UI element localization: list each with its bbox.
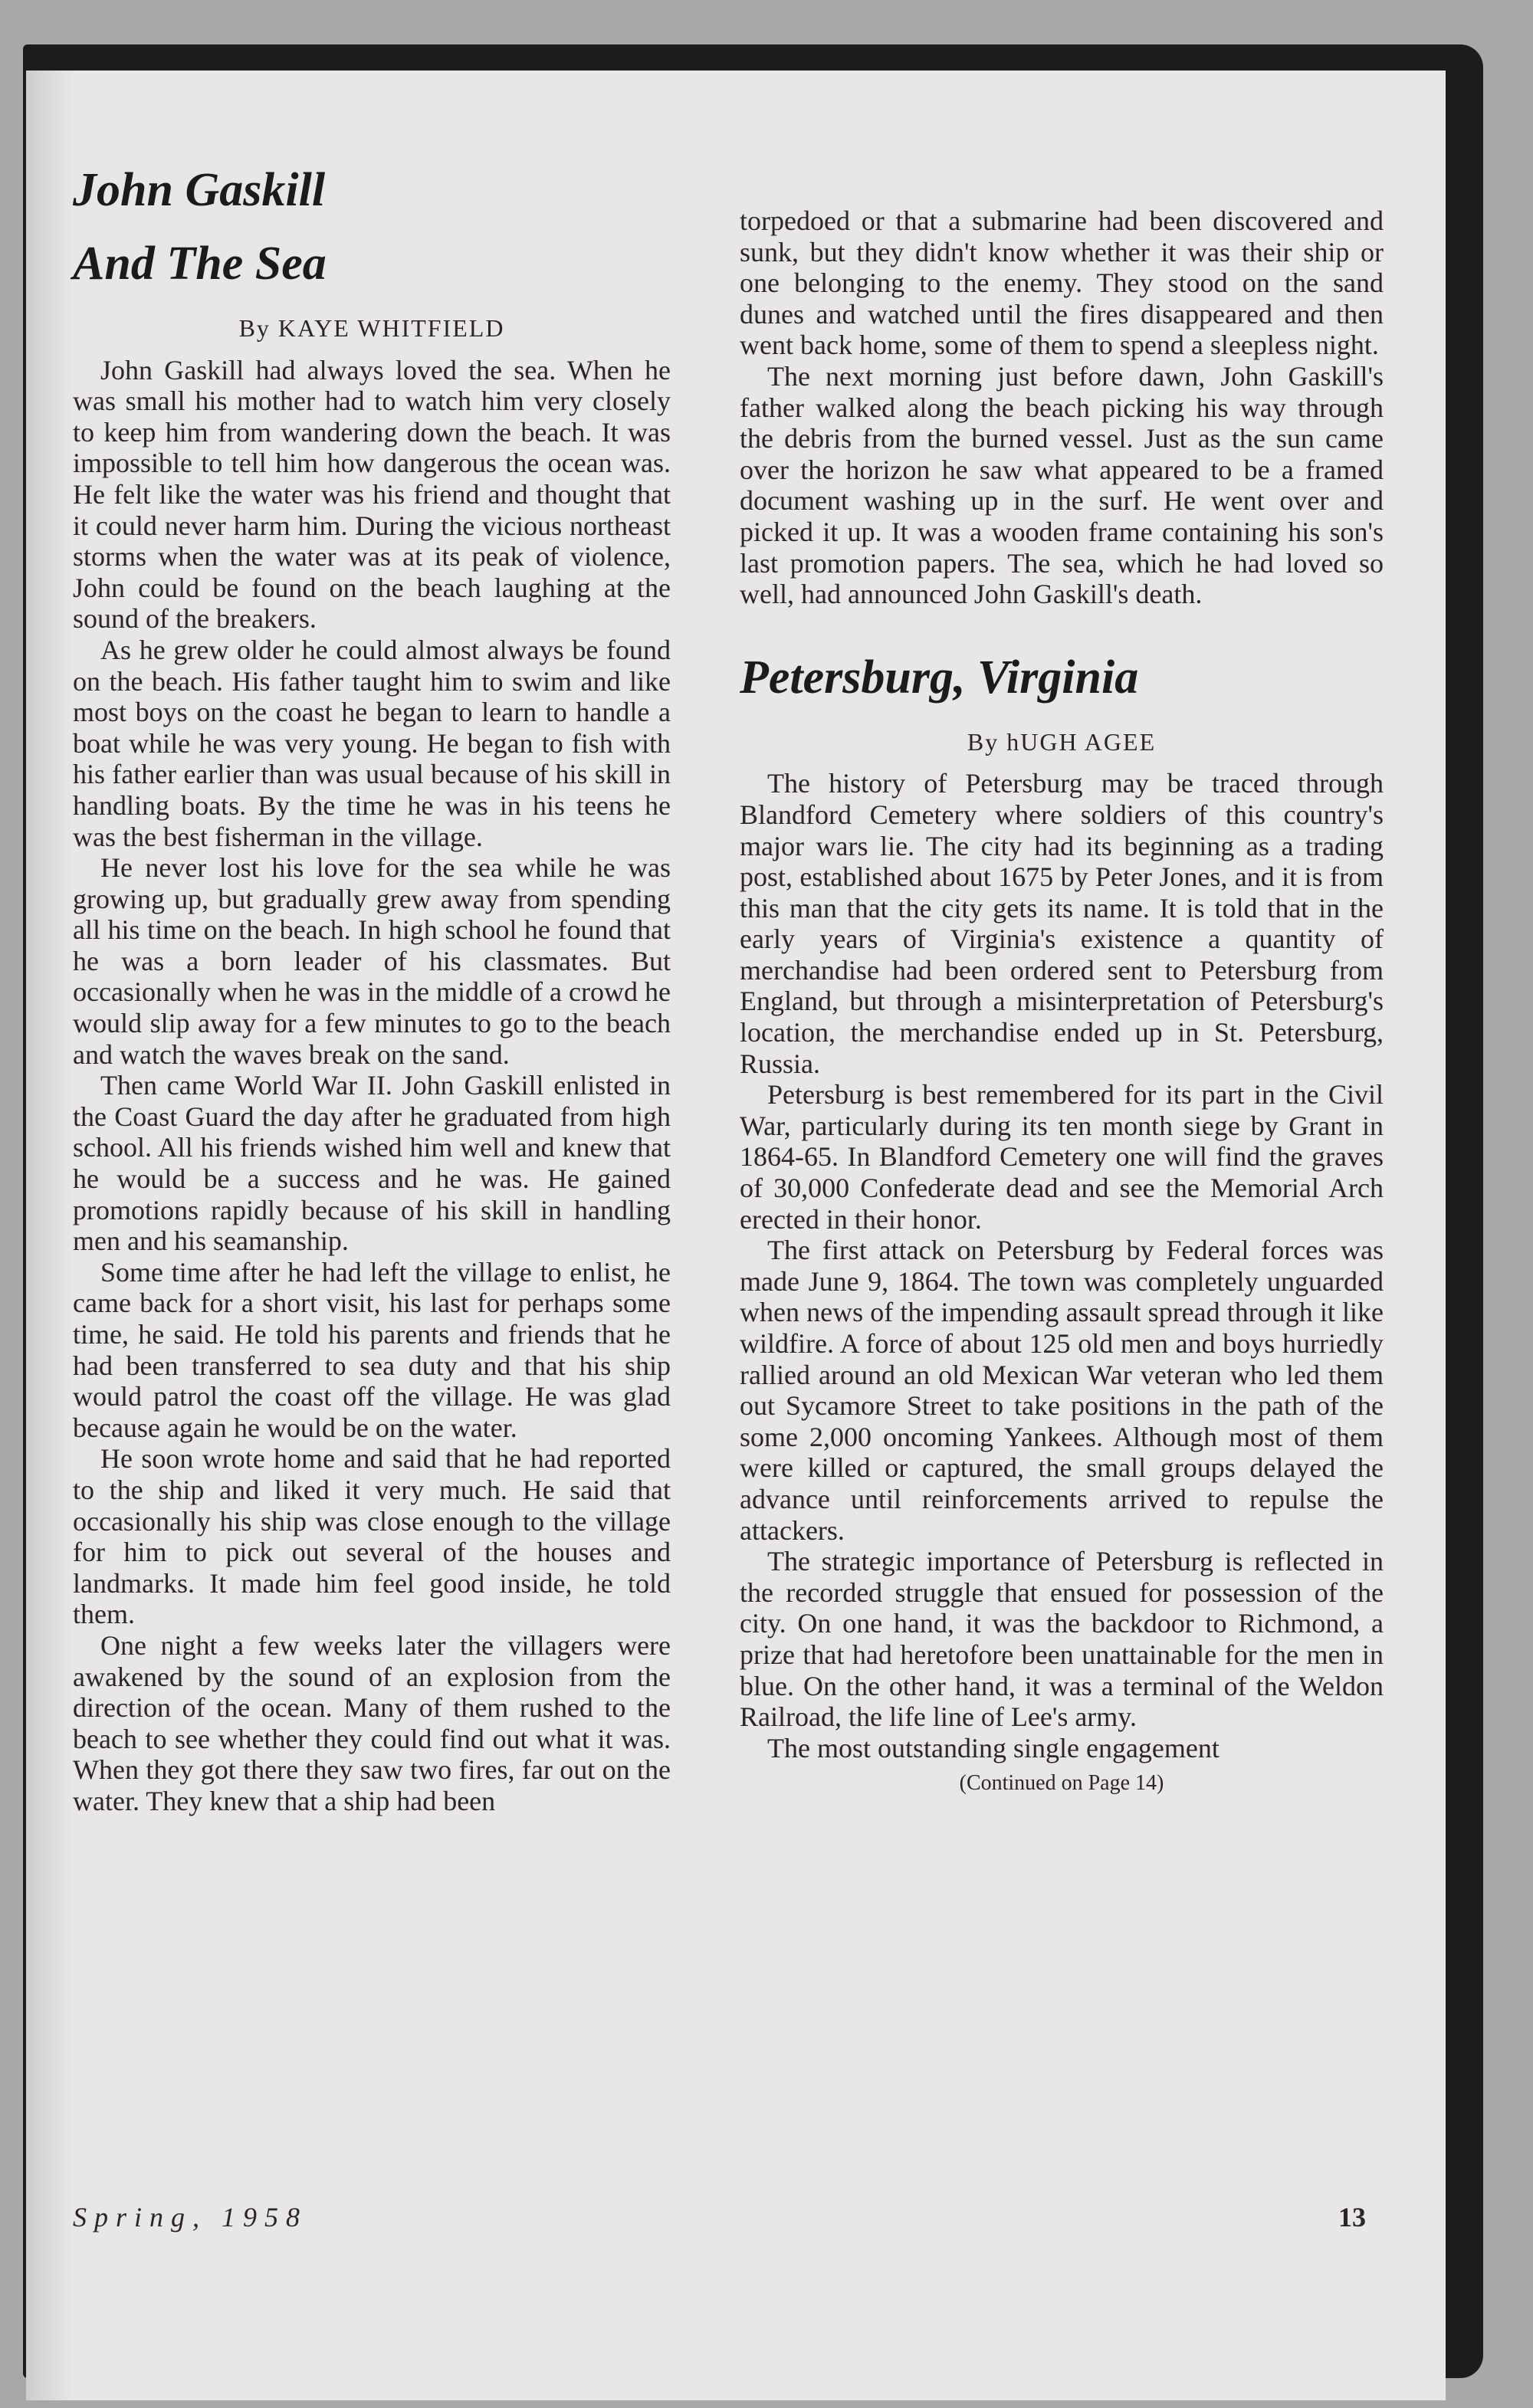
paragraph: The first attack on Petersburg by Federal forces was made June 9, 1864. The town was completely unguarded when news of the impending assault spread through it like wildfire. A force of about 125 old men and boys hurriedly rallied around an old Mexican War veteran who led them out Sycamore Street to take positions in the path of the some 2,000 oncoming Yankees. Although most of them were killed or captured, the small groups delayed the advance until reinforcements arrived to repulse the attackers.: [740, 1235, 1384, 1546]
article-title-line2: And The Sea: [73, 238, 327, 290]
article-byline: By hUGH AGEE: [967, 727, 1157, 756]
paragraph: One night a few weeks later the villagers were awakened by the sound of an explosion from the direction of the ocean. Many of them rushed to the beach to see whether they could find out what it was. When they got there they saw two fires, far out on the water. They knew that a ship had been: [73, 1629, 671, 1816]
article-title-petersburg: Petersburg, Virginia: [740, 651, 1139, 704]
continued-note: (Continued on Page 14): [959, 1771, 1164, 1796]
page-number: 13: [1338, 2202, 1366, 2232]
paragraph: The most outstanding single engagement: [767, 1732, 1220, 1763]
paragraph: He soon wrote home and said that he had reported to the ship and liked it very much. He said that occasionally his ship was close enough to the village for him to pick out several of the houses and landmarks. It made him feel good inside, he told them.: [73, 1443, 671, 1630]
paragraph: The strategic importance of Petersburg is reflected in the recorded struggle that ensued for possession of the city. On one hand, it was the backdoor to Richmond, a prize that had heretofore been unattainable for the men in blue. On the other hand, it was a terminal of the Weldon Railroad, the life line of Lee's army.: [740, 1546, 1384, 1733]
right-column: [740, 205, 1384, 1799]
paragraph: He never lost his love for the sea while he was growing up, but gradually grew away from spending all his time on the beach. In high school he found that he was a born leader of his classmates. But occasionally when he was in the middle of a crowd he would slip away for a few minutes to go to the beach and watch the waves break on the sand.: [73, 852, 671, 1070]
paragraph: John Gaskill had always loved the sea. When he was small his mother had to watch him very closely to keep him from wandering down the beach. It was impossible to tell him how dangerous the ocean was. He felt like the water was his friend and thought that it could never harm him. During the vicious northeast storms when the water was at its peak of violence, John could be found on the beach laughing at the sound of the breakers.: [73, 354, 671, 635]
issue-footer: Spring, 1958: [73, 2202, 308, 2232]
page-gutter: [26, 71, 72, 2400]
paragraph: The history of Petersburg may be traced through Blandford Cemetery where soldiers of this country's major wars lie. The city had its beginning as a trading post, established about 1675 by Peter Jones, and it is from this man that the city gets its name. It is told that in the early years of Virginia's existence a quantity of merchandise had been ordered sent to Petersburg from England, but through a misinterpretation of Petersburg's location, the merchandise ended up in St. Petersburg, Russia.: [740, 768, 1384, 1079]
paragraph: torpedoed or that a submarine had been discovered and sunk, but they didn't know whether it was their ship or one belonging to the enemy. They stood on the sand dunes and watched until the fires disappeared and then went back home, some of them to spend a sleepless night.: [740, 205, 1384, 361]
paragraph: Some time after he had left the village to enlist, he came back for a short visit, his last for perhaps some time, he said. He told his parents and friends that he had been transferred to sea duty and that his ship would patrol the coast off the village. He was glad because again he would be on the water.: [73, 1256, 671, 1443]
article-title-line1: John Gaskill: [73, 164, 326, 216]
paragraph: Petersburg is best remembered for its part in the Civil War, particularly during its ten month siege by Grant in 1864-65. In Blandford Cemetery one will find the graves of 30,000 Confederate dead and see the Memorial Arch erected in their honor.: [740, 1079, 1384, 1235]
article-byline: By KAYE WHITFIELD: [238, 314, 505, 342]
paragraph: As he grew older he could almost always be found on the beach. His father taught him to swim and like most boys on the coast he began to learn to handle a boat while he was very young. He began to fish with his father earlier than was usual because of his skill in handling boats. By the time he was in his teens he was the best fisherman in the village.: [73, 634, 671, 852]
paragraph: Then came World War II. John Gaskill enlisted in the Coast Guard the day after he graduated from high school. All his friends wished him well and knew that he would be a success and he was. He gained promotions rapidly because of his skill in handling men and his seamanship.: [73, 1070, 671, 1257]
paragraph: The next morning just before dawn, John Gaskill's father walked along the beach picking his way through the debris from the burned vessel. Just as the sun came over the horizon he saw what appeared to be a framed document washing up in the surf. He went over and picked it up. It was a wooden frame containing his son's last promotion papers. The sea, which he had loved so well, had announced John Gaskill's death.: [740, 360, 1384, 610]
article-john-gaskill: [73, 153, 671, 1817]
